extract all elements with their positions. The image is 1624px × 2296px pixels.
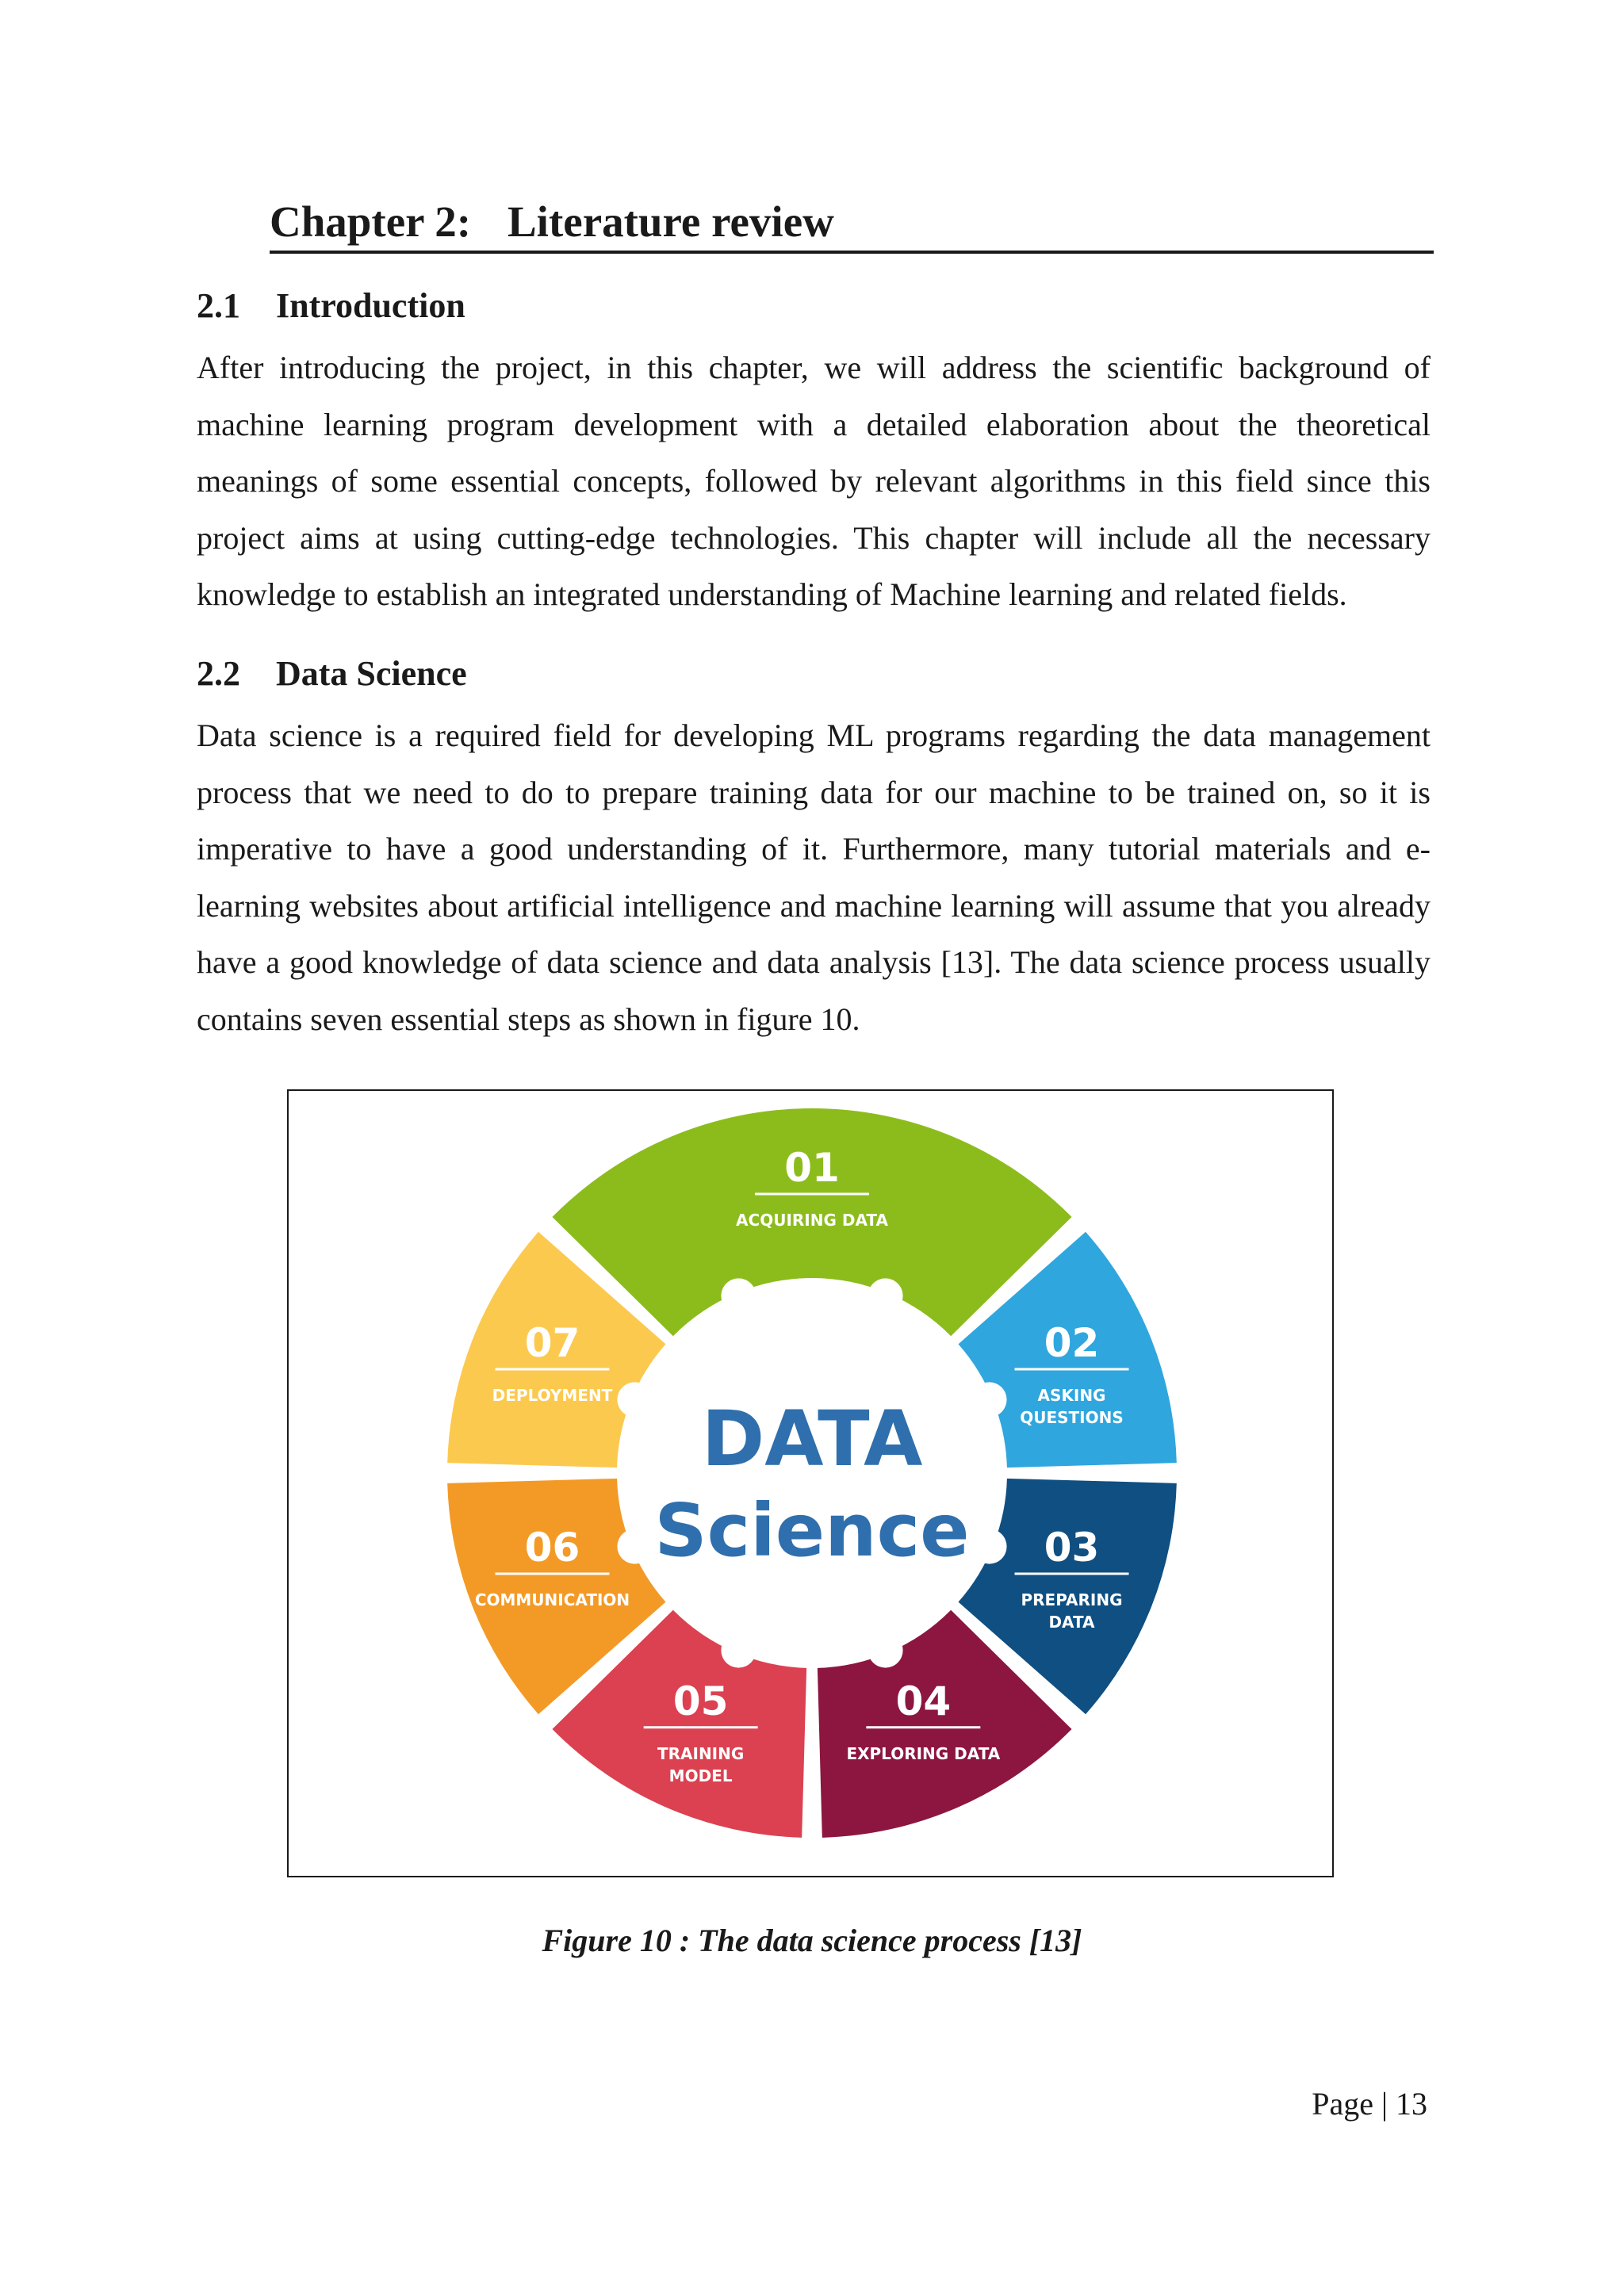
step-number: 05 bbox=[672, 1678, 729, 1724]
data-science-wheel bbox=[289, 1091, 1331, 1875]
introduction-paragraph: After introducing the project, in this chapter, we will address the scientific background of machine learning program development with a detailed elaboration about the theoretical meanings of some essential concepts, followed by relevant algorithms in this field since this project aims at using cutting-edge technologies. This chapter will include all the necessary knowledge to establish an integrated understanding of Machine learning and related fields. bbox=[197, 350, 1431, 612]
gear-tooth bbox=[868, 1278, 903, 1313]
section-heading-data-science bbox=[197, 653, 467, 695]
section-title: Data Science bbox=[276, 654, 467, 693]
step-number: 07 bbox=[524, 1319, 580, 1366]
section-number: 2.2 bbox=[197, 654, 240, 693]
step-number: 04 bbox=[895, 1678, 952, 1724]
gear-tooth bbox=[617, 1529, 652, 1564]
gear-tooth bbox=[721, 1278, 756, 1313]
step-label: TRAINING bbox=[657, 1743, 745, 1763]
page-number: Page | 13 bbox=[1312, 2086, 1427, 2122]
chapter-number: Chapter 2: bbox=[270, 197, 472, 246]
step-number: 02 bbox=[1044, 1319, 1100, 1366]
step-number: 01 bbox=[784, 1145, 840, 1191]
chapter-heading bbox=[270, 197, 1434, 254]
step-label: DEPLOYMENT bbox=[492, 1385, 613, 1405]
gear-tooth bbox=[972, 1529, 1007, 1564]
center-title-line2: Science bbox=[654, 1488, 970, 1573]
chapter-title bbox=[270, 197, 1434, 247]
figure-caption: Figure 10 : The data science process [13] bbox=[542, 1923, 1082, 1958]
chapter-title-text: Literature review bbox=[508, 197, 834, 246]
figure-data-science-process bbox=[287, 1089, 1334, 1877]
section-number: 2.1 bbox=[197, 286, 240, 325]
gear-tooth bbox=[721, 1633, 756, 1668]
step-label: EXPLORING DATA bbox=[846, 1743, 1001, 1763]
step-label: ASKING bbox=[1037, 1385, 1106, 1405]
gear-tooth bbox=[972, 1382, 1007, 1417]
section-heading-introduction bbox=[197, 285, 465, 327]
gear-tooth bbox=[617, 1382, 652, 1417]
step-label-line2: DATA bbox=[1048, 1613, 1095, 1632]
center-title-line1: DATA bbox=[701, 1395, 923, 1483]
step-label: PREPARING bbox=[1021, 1590, 1123, 1610]
step-label: COMMUNICATION bbox=[474, 1590, 630, 1610]
data-science-paragraph: Data science is a required field for developing ML programs regarding the data management process that we need to do to prepare training data for our machine to be trained on, so it is imperative to have a good understanding of it. Furthermore, many tutorial materials and e-learning websites about artificial intelligence and machine learning will assume that you already have a good knowledge of data science and data analysis [13]. The data science process usually contains seven essential steps as shown in figure 10. bbox=[197, 718, 1431, 1037]
step-label-line2: QUESTIONS bbox=[1020, 1407, 1124, 1427]
step-number: 03 bbox=[1044, 1525, 1100, 1571]
gear-tooth bbox=[868, 1633, 903, 1668]
section-title: Introduction bbox=[276, 286, 465, 325]
step-number: 06 bbox=[524, 1525, 580, 1571]
step-label: ACQUIRING DATA bbox=[736, 1211, 888, 1230]
step-label-line2: MODEL bbox=[668, 1766, 733, 1785]
